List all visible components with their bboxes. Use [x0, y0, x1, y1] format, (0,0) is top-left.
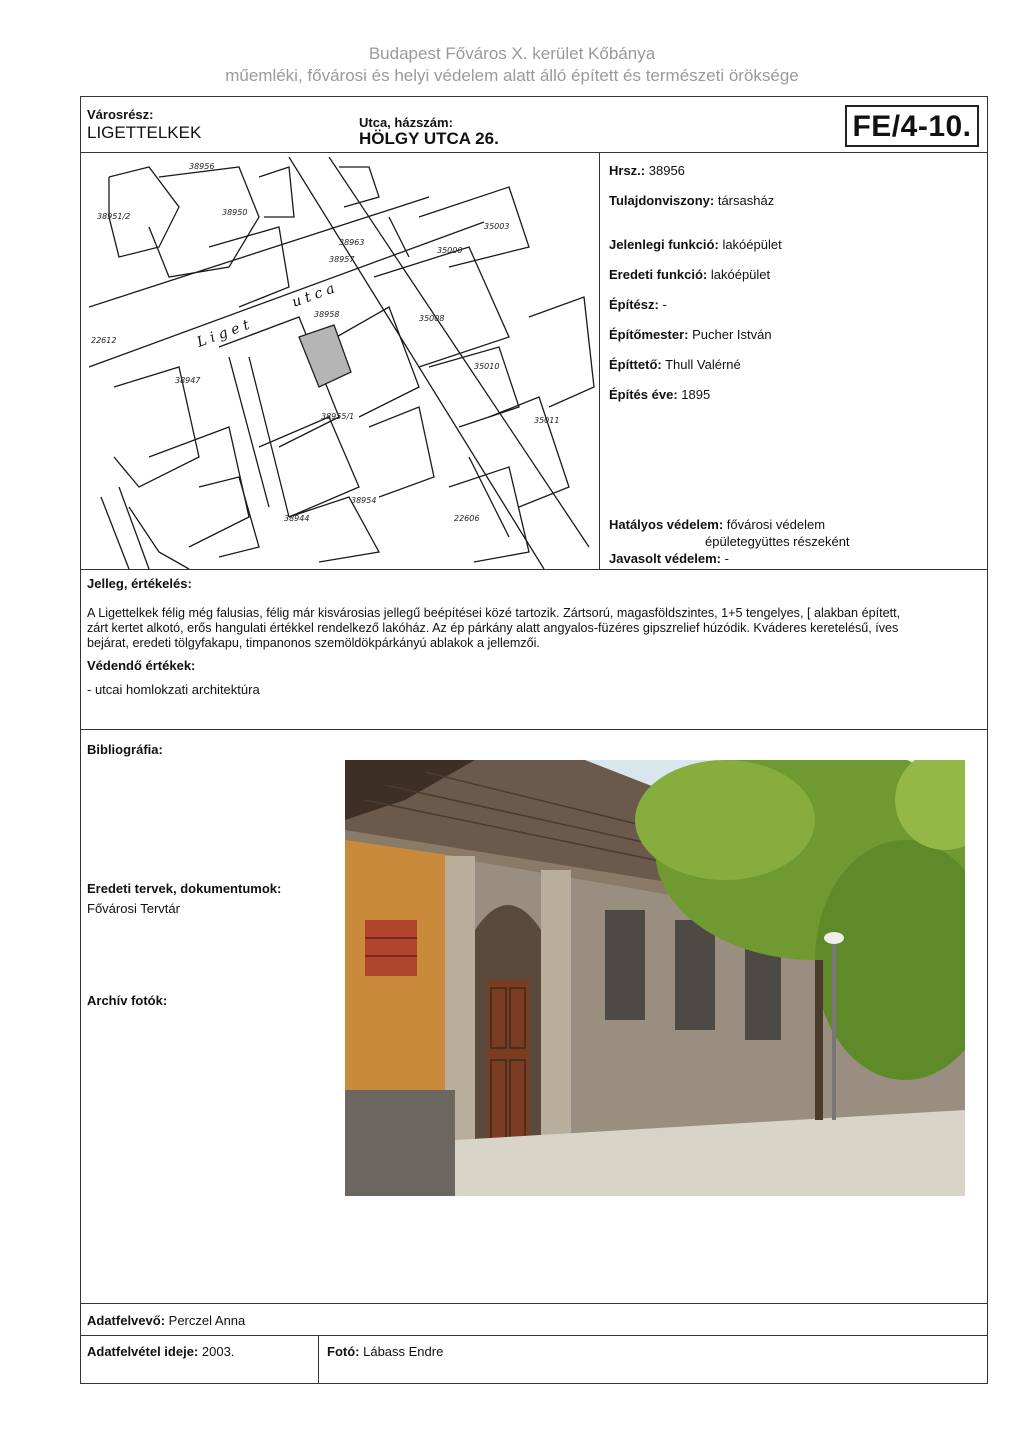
street-label: Utca, házszám:	[359, 115, 453, 130]
record-code: FE/4-10.	[845, 105, 979, 147]
date-label: Adatfelvétel ideje:	[87, 1344, 199, 1359]
divider-bibliography	[81, 729, 987, 730]
district-label: Városrész:	[87, 107, 154, 122]
photo-drawing	[345, 760, 965, 1196]
current-function-value: lakóépület	[722, 237, 782, 252]
hrsz-label: Hrsz.:	[609, 163, 646, 178]
map-label: 22606	[454, 514, 480, 523]
protected-values-label: Védendő értékek:	[87, 658, 196, 673]
map-label: 38957	[329, 255, 355, 264]
divider-footer-1	[81, 1303, 987, 1304]
original-function-value: lakóépület	[710, 267, 771, 282]
map-label: 38950	[222, 208, 248, 217]
street-value: HÖLGY UTCA 26.	[359, 129, 499, 148]
map-label: 38954	[351, 496, 377, 505]
data-sheet	[80, 96, 988, 1384]
master-builder-label: Építőmester:	[609, 327, 689, 342]
map-label: 38958	[314, 310, 340, 319]
builder-value: Thull Valérné	[665, 357, 741, 372]
character-label: Jelleg, értékelés:	[87, 576, 192, 591]
character-text-3: bejárat, eredeti tölgyfakapu, timpanonos szemöldökpárkányú ablakok a jellemzői.	[87, 636, 540, 650]
architect-label: Építész:	[609, 297, 659, 312]
ownership-value: társasház	[717, 193, 775, 208]
district-value: LIGETTELKEK	[87, 123, 202, 142]
collector-value: Perczel Anna	[168, 1313, 246, 1328]
protection-current-value-1: fővárosi védelem	[726, 517, 826, 532]
year-value: 1895	[681, 387, 711, 402]
map-label: 38947	[175, 376, 201, 385]
original-plans-label: Eredeti tervek, dokumentumok:	[87, 881, 282, 896]
collector-label: Adatfelvevő:	[87, 1313, 166, 1328]
map-label: 38951/2	[97, 212, 131, 221]
master-builder-value: Pucher István	[692, 327, 772, 342]
photo-credit-label: Fotó:	[327, 1344, 360, 1359]
date-value: 2003.	[201, 1344, 235, 1359]
map-label: 38963	[339, 238, 365, 247]
map-label: 38956	[189, 162, 215, 171]
map-label: 38955/1	[321, 412, 355, 421]
original-function-label: Eredeti funkció:	[609, 267, 708, 282]
protection-proposed-value: -	[724, 551, 729, 566]
map-label: 35008	[419, 314, 445, 323]
protected-values-item: - utcai homlokzati architektúra	[87, 682, 260, 697]
divider-top	[81, 152, 987, 153]
map-street-label: L i g e t	[194, 317, 252, 351]
header-line-1: Budapest Főváros X. kerület Kőbánya	[368, 44, 656, 63]
map-street-label: u t c a	[289, 280, 337, 311]
map-label: 35011	[534, 416, 560, 425]
photo-credit-value: Lábass Endre	[363, 1344, 444, 1359]
architect-value: -	[662, 297, 667, 312]
map-label: 22612	[91, 336, 117, 345]
divider-character	[81, 569, 987, 570]
protection-current-label: Hatályos védelem:	[609, 517, 724, 532]
archive-photos-label: Archív fotók:	[87, 993, 168, 1008]
character-text-2: zárt kertet alkotó, erős hangulati értékkel rendelkező lakóház. Az ép párkány alatt angyalos-füzéres gipszrelief húzódik. Kváderes keretelésű, íves	[87, 621, 899, 635]
map-label: 35010	[474, 362, 500, 371]
builder-label: Építtető:	[609, 357, 662, 372]
footer-divider	[318, 1335, 319, 1384]
hrsz-value: 38956	[648, 163, 685, 178]
current-function-label: Jelenlegi funkció:	[609, 237, 719, 252]
protection-proposed-label: Javasolt védelem:	[609, 551, 722, 566]
character-text-1: A Ligettelkek félig még falusias, félig már kisvárosias jellegű beépítései közé tartozik. Zártsorú, magasföldszintes, 1+5 tengelyes, [ alakban épített,	[87, 606, 901, 620]
divider-footer-2	[81, 1335, 987, 1336]
bibliography-label: Bibliográfia:	[87, 742, 163, 757]
original-plans-value: Fővárosi Tervtár	[87, 901, 180, 916]
protection-current-value-2: épületegyüttes részeként	[705, 534, 850, 549]
map-label: 35000	[437, 246, 463, 255]
building-photo	[345, 760, 965, 1196]
map-divider	[599, 152, 600, 569]
map-label: 38944	[284, 514, 310, 523]
ownership-label: Tulajdonviszony:	[609, 193, 715, 208]
map-label: 35003	[484, 222, 510, 231]
year-label: Építés éve:	[609, 387, 678, 402]
map-drawing	[89, 157, 599, 569]
header-line-2: műemléki, fővárosi és helyi védelem alatt álló épített és természeti öröksége	[225, 66, 799, 85]
cadastral-map	[89, 157, 599, 569]
